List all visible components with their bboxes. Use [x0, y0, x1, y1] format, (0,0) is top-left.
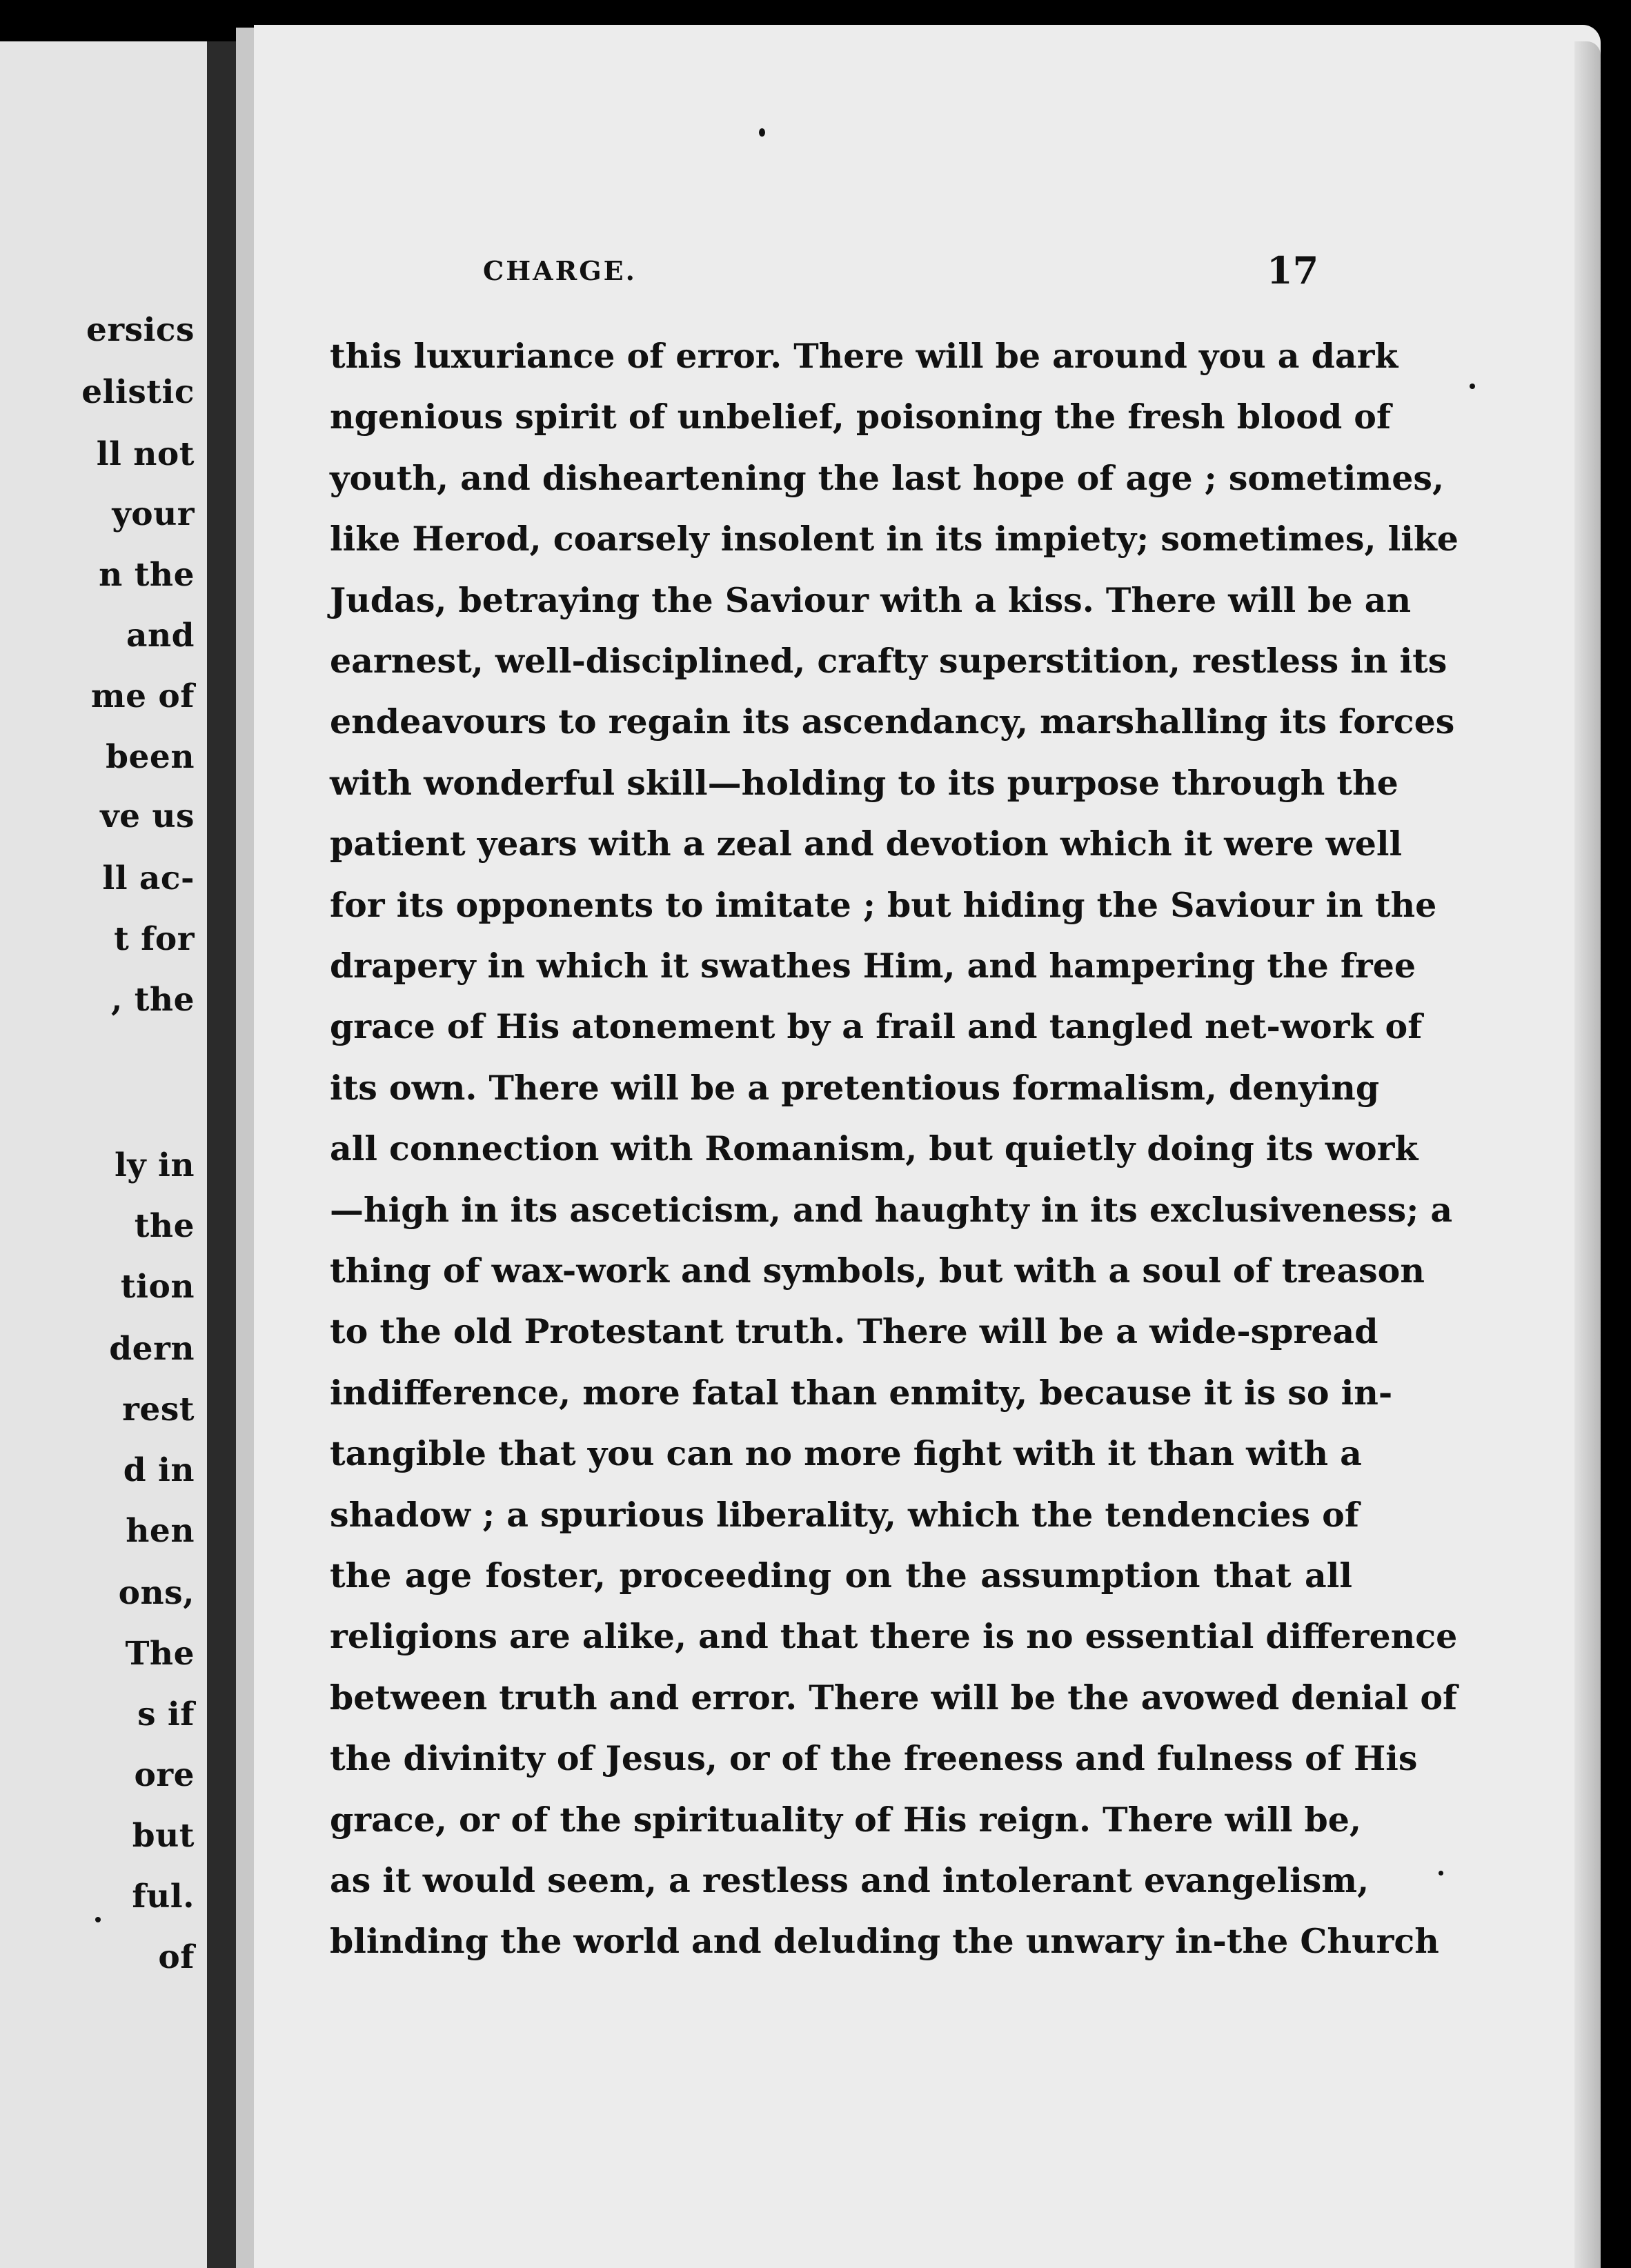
text-line: between truth and error. There will be the avowed denial of — [330, 1678, 1458, 1718]
facing-page-fragment: been — [106, 738, 195, 776]
text-line: tangible that you can no more fight with it than with a — [330, 1433, 1362, 1473]
text-line: Judas, betraying the Saviour with a kiss. There will be an — [330, 580, 1412, 620]
text-line: thing of wax-work and symbols, but with a soul of treason — [330, 1251, 1425, 1291]
text-line: drapery in which it swathes Him, and hampering the free — [330, 946, 1416, 986]
facing-page-fragment: , the — [110, 981, 195, 1019]
text-line: blinding the world and deluding the unwary in-the Church — [330, 1921, 1439, 1961]
facing-page-fragment: the — [134, 1207, 195, 1245]
text-line: its own. There will be a pretentious formalism, denying — [330, 1068, 1380, 1108]
text-line: indifference, more fatal than enmity, because it is so in- — [330, 1373, 1393, 1413]
text-line: this luxuriance of error. There will be around you a dark — [330, 336, 1398, 376]
facing-page-fragment: t for — [114, 920, 195, 958]
book-gutter-shadow — [207, 41, 236, 2268]
facing-page-fragment: s if — [137, 1695, 195, 1733]
text-line: with wonderful skill—holding to its purpose through the — [330, 763, 1398, 803]
text-line: for its opponents to imitate ; but hiding the Saviour in the — [330, 885, 1437, 925]
facing-page-fragment: ersics — [86, 311, 195, 349]
facing-page-fragment: of — [158, 1938, 195, 1976]
text-line: earnest, well-disciplined, crafty superstition, restless in its — [330, 641, 1447, 681]
facing-page-fragment: tion — [120, 1268, 195, 1306]
facing-page-fragment: n the — [99, 556, 195, 594]
text-line: all connection with Romanism, but quietly doing its work — [330, 1128, 1419, 1168]
facing-page-fragment: elistic — [81, 373, 195, 411]
facing-page-fragment: ll ac- — [102, 859, 195, 897]
facing-page-fragment: rest — [122, 1391, 195, 1429]
facing-page-fragment: ons, — [118, 1574, 195, 1612]
ink-speck — [1439, 1871, 1443, 1876]
text-line: the age foster, proceeding on the assumption that all — [330, 1555, 1352, 1595]
facing-page-fragment: d in — [123, 1451, 195, 1489]
facing-page-fragment: ve us — [100, 797, 195, 835]
facing-page-fragment: ore — [134, 1756, 195, 1794]
facing-page-fragment: your — [112, 495, 195, 533]
facing-page-fragment: ly in — [114, 1146, 195, 1184]
text-line: youth, and disheartening the last hope of age ; sometimes, — [330, 458, 1445, 498]
text-line: shadow ; a spurious liberality, which the tendencies of — [330, 1495, 1359, 1535]
facing-page-fragment: me of — [90, 677, 195, 715]
text-line: religions are alike, and that there is no essential difference — [330, 1616, 1458, 1656]
book-gutter — [236, 28, 254, 2268]
facing-page-fragment: ful. — [132, 1878, 195, 1916]
text-line: endeavours to regain its ascendancy, marshalling its forces — [330, 702, 1455, 742]
running-head: CHARGE. — [483, 255, 637, 286]
text-line: ngenious spirit of unbelief, poisoning the fresh blood of — [330, 397, 1392, 437]
facing-page-fragment: but — [132, 1817, 195, 1855]
ink-speck — [759, 128, 765, 137]
text-line: as it would seem, a restless and intolerant evangelism, — [330, 1860, 1370, 1900]
facing-page-fragment: The — [125, 1635, 195, 1673]
facing-page-fragment: dern — [109, 1330, 195, 1368]
page-edge — [1574, 41, 1601, 2268]
ink-speck — [1470, 384, 1475, 389]
facing-page-fragment: and — [126, 617, 195, 655]
text-line: the divinity of Jesus, or of the freeness and fulness of His — [330, 1738, 1418, 1778]
text-line: grace of His atonement by a frail and tangled net-work of — [330, 1006, 1423, 1046]
text-line: like Herod, coarsely insolent in its impiety; sometimes, like — [330, 519, 1459, 559]
page-number: 17 — [1267, 248, 1319, 292]
text-line: patient years with a zeal and devotion which it were well — [330, 824, 1403, 864]
facing-page — [0, 41, 207, 2268]
text-line: —high in its asceticism, and haughty in its exclusiveness; a — [330, 1190, 1453, 1230]
text-line: to the old Protestant truth. There will be a wide-spread — [330, 1311, 1378, 1351]
facing-page-fragment: ll not — [96, 435, 195, 473]
text-line: grace, or of the spirituality of His reign. There will be, — [330, 1800, 1362, 1840]
ink-speck — [95, 1917, 101, 1922]
facing-page-fragment: hen — [126, 1512, 195, 1550]
